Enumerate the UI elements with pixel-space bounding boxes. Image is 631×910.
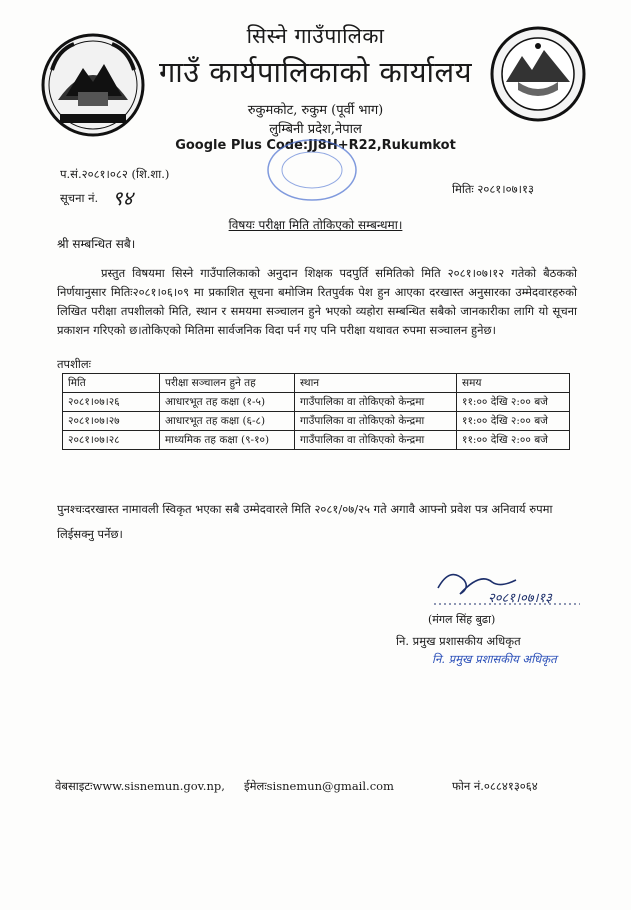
municipality-name: सिस्ने गाउँपालिका [246,24,385,48]
footer-email: ईमेलःsisnemun@gmail.com [244,779,394,793]
table-row [63,393,570,412]
header-time: समय [457,374,570,393]
cell-time: ११:०० देखि २:०० बजे [457,412,570,431]
notice-label: सूचना नं. [60,191,99,205]
signatory-title: नि. प्रमुख प्रशासकीय अधिकृत [396,634,521,648]
exam-schedule-table [62,373,570,450]
notice-number [60,184,133,211]
cell-date: २०८१।०७।२६ [63,393,160,412]
footer-website: वेबसाइटःwww.sisnemun.gov.np, [55,779,225,793]
address-line-1: रुकुमकोट, रुकुम (पूर्वी भाग) [247,103,384,118]
office-name: गाउँ कार्यपालिकाको कार्यालय [158,55,473,89]
cell-venue: गाउँपालिका वा तोकिएको केन्द्रमा [295,431,457,450]
details-label: तपशीलः [57,357,92,371]
table-row [63,431,570,450]
header-venue: स्थान [295,374,457,393]
footer-phone: फोन नं.०८८४१३०६४ [452,779,538,793]
subject-line [0,216,631,233]
addressee: श्री सम्बन्धित सबै। [57,237,136,251]
cell-venue: गाउँपालिका वा तोकिएको केन्द्रमा [295,393,457,412]
cell-level: आधारभूत तह कक्षा (६-८) [160,412,295,431]
google-plus-code: Google Plus Code:JJ8H+R22,Rukumkot [175,138,456,153]
cell-date: २०८१।०७।२८ [63,431,160,450]
address-line-2: लुम्बिनी प्रदेश,नेपाल [269,122,362,137]
header-level: परीक्षा सञ्चालन हुने तह [160,374,295,393]
signatory-stamp: नि. प्रमुख प्रशासकीय अधिकृत [432,652,557,666]
signature-date: २०८१।०७।१३ [488,591,552,606]
notice-date: मितिः २०८१।०७।१३ [452,182,534,196]
cell-date: २०८१।०७।२७ [63,412,160,431]
office-stamp [262,136,362,204]
cell-level: आधारभूत तह कक्षा (१-५) [160,393,295,412]
subject-text: विषयः परीक्षा मिति तोकिएको सम्बन्धमा। [228,218,403,232]
body-paragraph: प्रस्तुत विषयमा सिस्ने गाउँपालिकाको अनुदान शिक्षक पदपुर्ति समितिको मिति २०८१।०७।१२ गतेको बैठकको निर्णयानुसार मितिः२०८१।०६।०९ मा प्रकाशित सूचना बमोजिम रितपुर्वक पेश हुन आएका दरखास्त अनुसारका उम्मेदवारहरुको लिखित परीक्षा तपशीलको मिति, स्थान र समयमा सञ्चालन हुने भएको व्यहोरा सम्बन्धित सबैको जानकारीका लागि यो सूचना प्रकाशन गरिएको छ।तोकिएको मितिमा सार्वजनिक विदा पर्न गए पनि परीक्षा यथावत रुपमा सञ्चालन हुनेछ। [57,266,577,337]
notice-number-value: ९४ [112,186,133,210]
header-date: मिति [63,374,160,393]
table-row [63,412,570,431]
postscript: पुनश्चःदरखास्त नामावली स्विकृत भएका सबै उम्मेदवारले मिति २०८१/०७/२५ गते अगावै आफ्नो प्रवेश पत्र अनिवार्य रुपमा लिईसक्नु पर्नेछ। [57,502,553,541]
table-header-row [63,374,570,393]
cell-venue: गाउँपालिका वा तोकिएको केन्द्रमा [295,412,457,431]
cell-time: ११:०० देखि २:०० बजे [457,431,570,450]
reference-number: प.सं.२०८१।०८२ (शि.शा.) [60,167,170,181]
cell-time: ११:०० देखि २:०० बजे [457,393,570,412]
signatory-name: (मंगल सिंह बुढा) [428,613,496,626]
cell-level: माध्यमिक तह कक्षा (९-१०) [160,431,295,450]
